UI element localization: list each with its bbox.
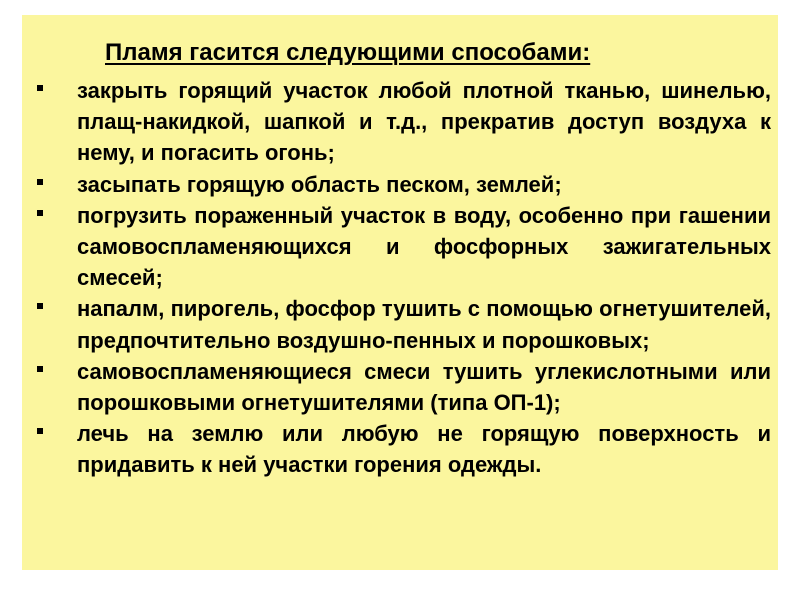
list-item-text: погрузить пораженный участок в воду, особенно при гашении самовоспламеняющихся и фосфорных зажигательных смесей; (77, 202, 771, 291)
bullet-icon (37, 303, 43, 309)
list-item (22, 169, 778, 200)
bullet-icon (37, 428, 43, 434)
list-item (22, 75, 778, 169)
list-item (22, 356, 778, 418)
list-item-text: лечь на землю или любую не горящую поверхность и придавить к ней участки горения одежды. (77, 421, 771, 478)
list-item-text: самовоспламеняющиеся смеси тушить углекислотными или порошковыми огнетушителями (типа ОП-1); (77, 358, 771, 416)
bullet-icon (37, 85, 43, 91)
bullet-icon (37, 366, 43, 372)
list-item-text: закрыть горящий участок любой плотной тканью, шинелью, плащ-накидкой, шапкой и т.д., прекратив доступ воздуха к нему, и погасить огонь; (77, 78, 771, 166)
list-item-text: напалм, пирогель, фосфор тушить с помощью огнетушителей, предпочтительно воздушно-пенных и порошковых; (77, 296, 771, 353)
list-item (22, 200, 778, 294)
bullet-icon (37, 179, 43, 185)
bullet-icon (37, 210, 43, 216)
slide (22, 15, 778, 570)
slide-title: Пламя гасится следующими способами: (105, 39, 591, 66)
list-item-text: засыпать горящую область песком, землей; (77, 171, 562, 197)
list-item (22, 418, 778, 480)
list-item (22, 293, 778, 355)
methods-list (22, 75, 778, 481)
